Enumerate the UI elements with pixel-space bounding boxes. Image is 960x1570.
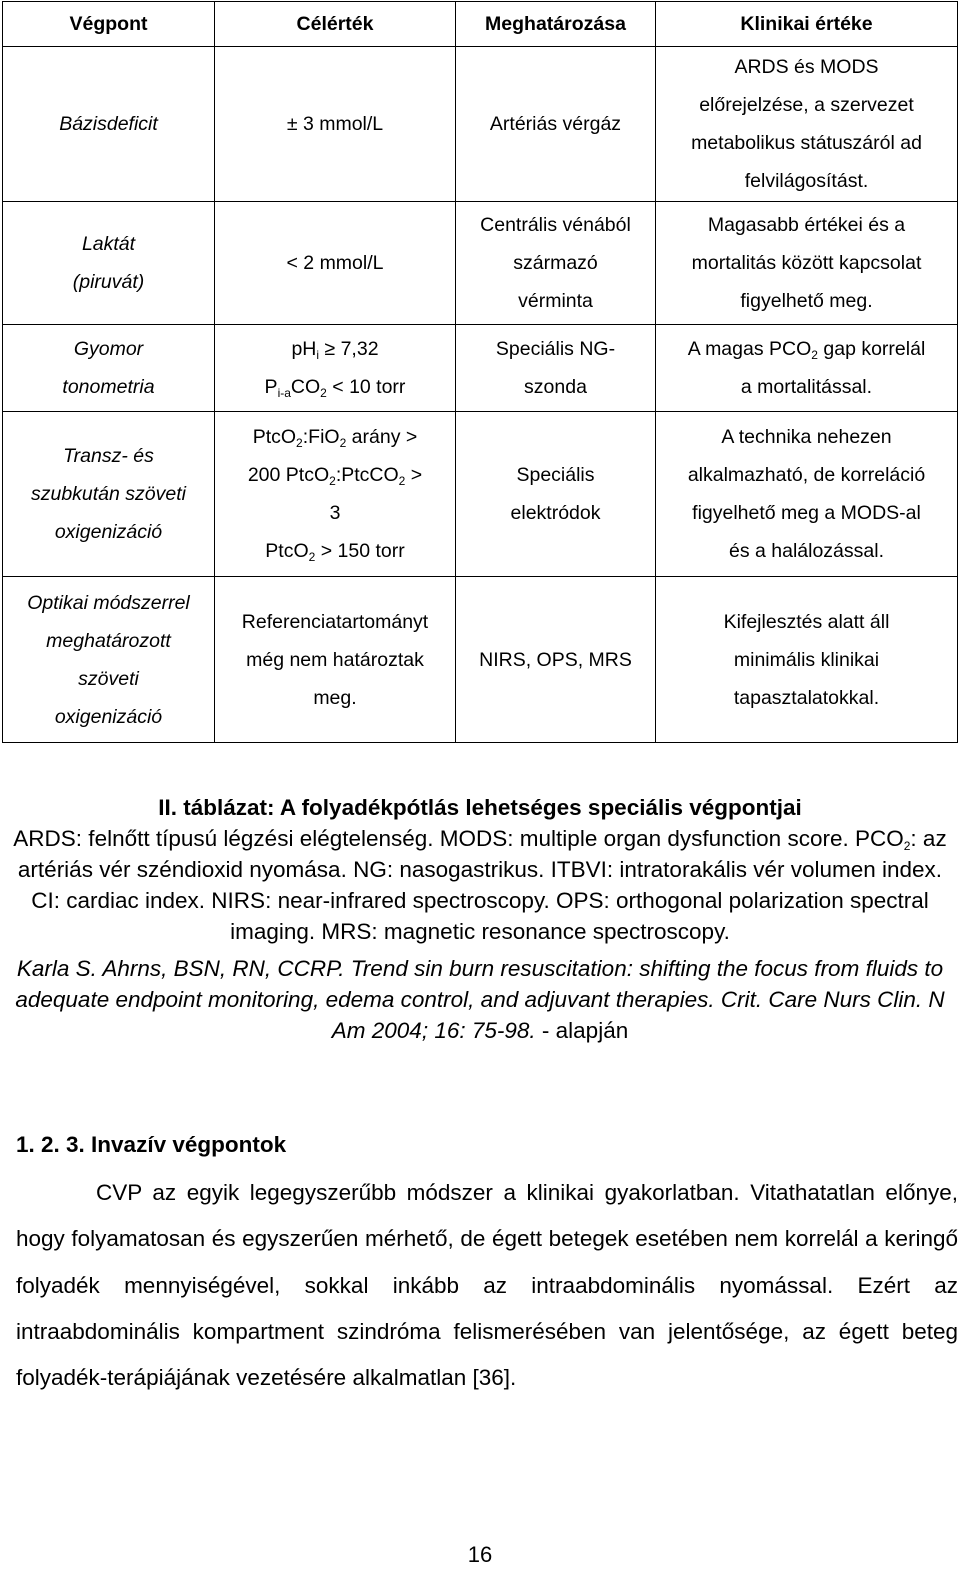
table-row: [3, 47, 958, 202]
cell-line: a mortalitással.: [740, 376, 873, 398]
cell-line: előrejelzése, a szervezet: [699, 94, 914, 116]
text-part: A magas PCO: [687, 338, 812, 360]
cell-line: tapasztalatokkal.: [733, 686, 880, 709]
body-text: [16, 1170, 958, 1401]
cell-line: Magasabb értékei és a: [707, 214, 906, 236]
text-part: pH: [291, 338, 317, 360]
cell-line: oxigenizáció: [54, 705, 163, 728]
cell-line: mortalitás között kapcsolat: [691, 252, 922, 274]
subscript: 2: [339, 436, 347, 450]
text-part: PtcO: [252, 426, 297, 448]
method-cell: [456, 325, 656, 412]
cell-line: (piruvát): [72, 271, 145, 293]
target-cell: [215, 577, 456, 743]
text-part: ARDS: felnőtt típusú légzési elégtelenség. MODS: multiple organ dysfunction score. PCO: [13, 826, 904, 851]
cell-line: szonda: [524, 376, 587, 398]
cell-line: Optikai módszerrel: [27, 591, 190, 614]
subscript: 2: [903, 839, 911, 853]
text-part: 200 PtcO: [247, 464, 330, 486]
cell-line: 3: [329, 502, 341, 524]
cell-line: minimális klinikai: [733, 648, 880, 671]
cell-line: szubkután szöveti: [30, 483, 186, 505]
cell-line: Artériás vérgáz: [489, 113, 622, 135]
cell-line: Gyomor: [73, 338, 144, 360]
text-part: :FiO: [302, 426, 340, 448]
text-part: :PtcCO: [335, 464, 399, 486]
target-cell: [215, 47, 456, 202]
subscript: 2: [320, 386, 327, 400]
cell-line: [662, 330, 951, 368]
text-part: >: [405, 464, 423, 486]
text-part: < 10 torr: [326, 376, 406, 398]
cell-line: még nem határoztak: [246, 648, 424, 671]
clinical-value-cell: [656, 47, 958, 202]
text-part: gap korrelál: [817, 338, 926, 360]
cell-line: Referenciatartományt: [241, 610, 429, 633]
cell-line: szöveti: [78, 667, 139, 690]
method-cell: [456, 202, 656, 325]
cell-line: tonometria: [62, 376, 155, 398]
cell-line: Speciális: [516, 464, 595, 486]
table-caption: [10, 792, 950, 1046]
caption-title: II. táblázat: A folyadékpótlás lehetséges speciális végpontjai: [158, 795, 802, 820]
header-endpoint: Végpont: [3, 2, 215, 47]
cell-line: Laktát: [81, 233, 136, 255]
target-cell: [215, 325, 456, 412]
cell-line: felvilágosítást.: [744, 170, 869, 192]
subscript: i: [316, 348, 320, 362]
table-header-row: [3, 2, 958, 47]
cell-line: Speciális NG-: [495, 338, 616, 360]
reference-suffix: - alapján: [535, 1018, 629, 1043]
clinical-value-cell: [656, 577, 958, 743]
text-part: > 150 torr: [315, 540, 405, 562]
cell-line: meg.: [313, 686, 357, 709]
subscript: 2: [398, 474, 406, 488]
cell-line: [221, 368, 449, 406]
endpoint-cell: [3, 412, 215, 577]
text-part: CO: [290, 376, 321, 398]
subscript: 2: [811, 348, 818, 362]
reference-text: Karla S. Ahrns, BSN, RN, CCRP. Trend sin burn resuscitation: shifting the focus from fluids to adequate endpoint monitoring, edema control, and adjuvant therapies. Crit. Care Nurs Clin. N Am 2004; 16: 75-98.: [15, 956, 945, 1043]
text-part: PtcO: [265, 540, 309, 562]
cell-line: [221, 456, 449, 494]
target-cell: [215, 202, 456, 325]
table-row: [3, 412, 958, 577]
cell-line: metabolikus státuszáról ad: [691, 132, 922, 154]
cell-line: A technika nehezen: [721, 426, 892, 448]
endpoint-cell: [3, 325, 215, 412]
clinical-value-cell: [656, 202, 958, 325]
cell-line: [221, 532, 449, 570]
endpoint-cell: [3, 202, 215, 325]
cell-line: ± 3 mmol/L: [286, 113, 384, 135]
header-method: Meghatározása: [456, 2, 656, 47]
cell-line: Bázisdeficit: [59, 113, 158, 135]
cell-line: alkalmazható, de korreláció: [687, 464, 926, 486]
table-row: [3, 577, 958, 743]
text-part: arány >: [346, 426, 418, 448]
method-cell: [456, 577, 656, 743]
table-row: [3, 202, 958, 325]
abbreviations: [10, 823, 950, 947]
endpoints-table: [2, 1, 958, 743]
header-clinical-value: Klinikai értéke: [656, 2, 958, 47]
cell-line: Transz- és: [63, 445, 154, 467]
cell-line: származó: [513, 252, 598, 274]
header-target: Célérték: [215, 2, 456, 47]
cell-line: meghatározott: [46, 629, 171, 652]
method-cell: [456, 412, 656, 577]
page-number: 16: [467, 1542, 493, 1567]
method-cell: [456, 47, 656, 202]
cell-line: [221, 330, 449, 368]
section-heading: 1. 2. 3. Invazív végpontok: [16, 1132, 287, 1157]
paragraph: CVP az egyik legegyszerűbb módszer a klinikai gyakorlatban. Vitathatatlan előnye, hogy folyamatosan és egyszerűen mérhető, de égett betegek esetében nem korrelál a keringő folyadék mennyiségével, sokkal inkább az intraabdominális nyomással. Ezért az intraabdominális kompartment szindróma felismerésében van jelentősége, az égett beteg folyadék-terápiájának vezetésére alkalmatlan [36].: [16, 1180, 958, 1391]
endpoint-cell: [3, 47, 215, 202]
endpoint-cell: [3, 577, 215, 743]
cell-line: elektródok: [510, 502, 601, 524]
target-cell: [215, 412, 456, 577]
table-row: [3, 325, 958, 412]
cell-line: figyelhető meg.: [740, 290, 873, 312]
subscript: 2: [329, 474, 336, 488]
cell-line: Kifejlesztés alatt áll: [723, 610, 890, 633]
reference: [10, 953, 950, 1046]
text-part: : az artériás vér széndioxid nyomása. NG: nasogastrikus. ITBVI: intratorakális vér volumen index. CI: cardiac index. NIRS: near-infrared spectroscopy. OPS: orthogonal polarization spectral imaging. MRS: magnetic resonance spectroscopy.: [17, 826, 947, 944]
subscript: 2: [296, 436, 303, 450]
cell-line: vérminta: [518, 290, 593, 312]
cell-line: figyelhető meg a MODS-al: [692, 502, 921, 524]
cell-line: [221, 418, 449, 456]
text-part: P: [264, 376, 278, 398]
clinical-value-cell: [656, 412, 958, 577]
subscript: 2: [308, 550, 316, 564]
subscript: i-a: [277, 386, 291, 400]
cell-line: és a halálozással.: [728, 540, 884, 562]
cell-line: ARDS és MODS: [734, 56, 879, 78]
cell-line: NIRS, OPS, MRS: [479, 648, 632, 671]
clinical-value-cell: [656, 325, 958, 412]
cell-line: Centrális vénából: [480, 214, 631, 236]
cell-line: oxigenizáció: [54, 521, 163, 543]
text-part: ≥ 7,32: [319, 338, 379, 360]
cell-line: < 2 mmol/L: [286, 252, 384, 274]
